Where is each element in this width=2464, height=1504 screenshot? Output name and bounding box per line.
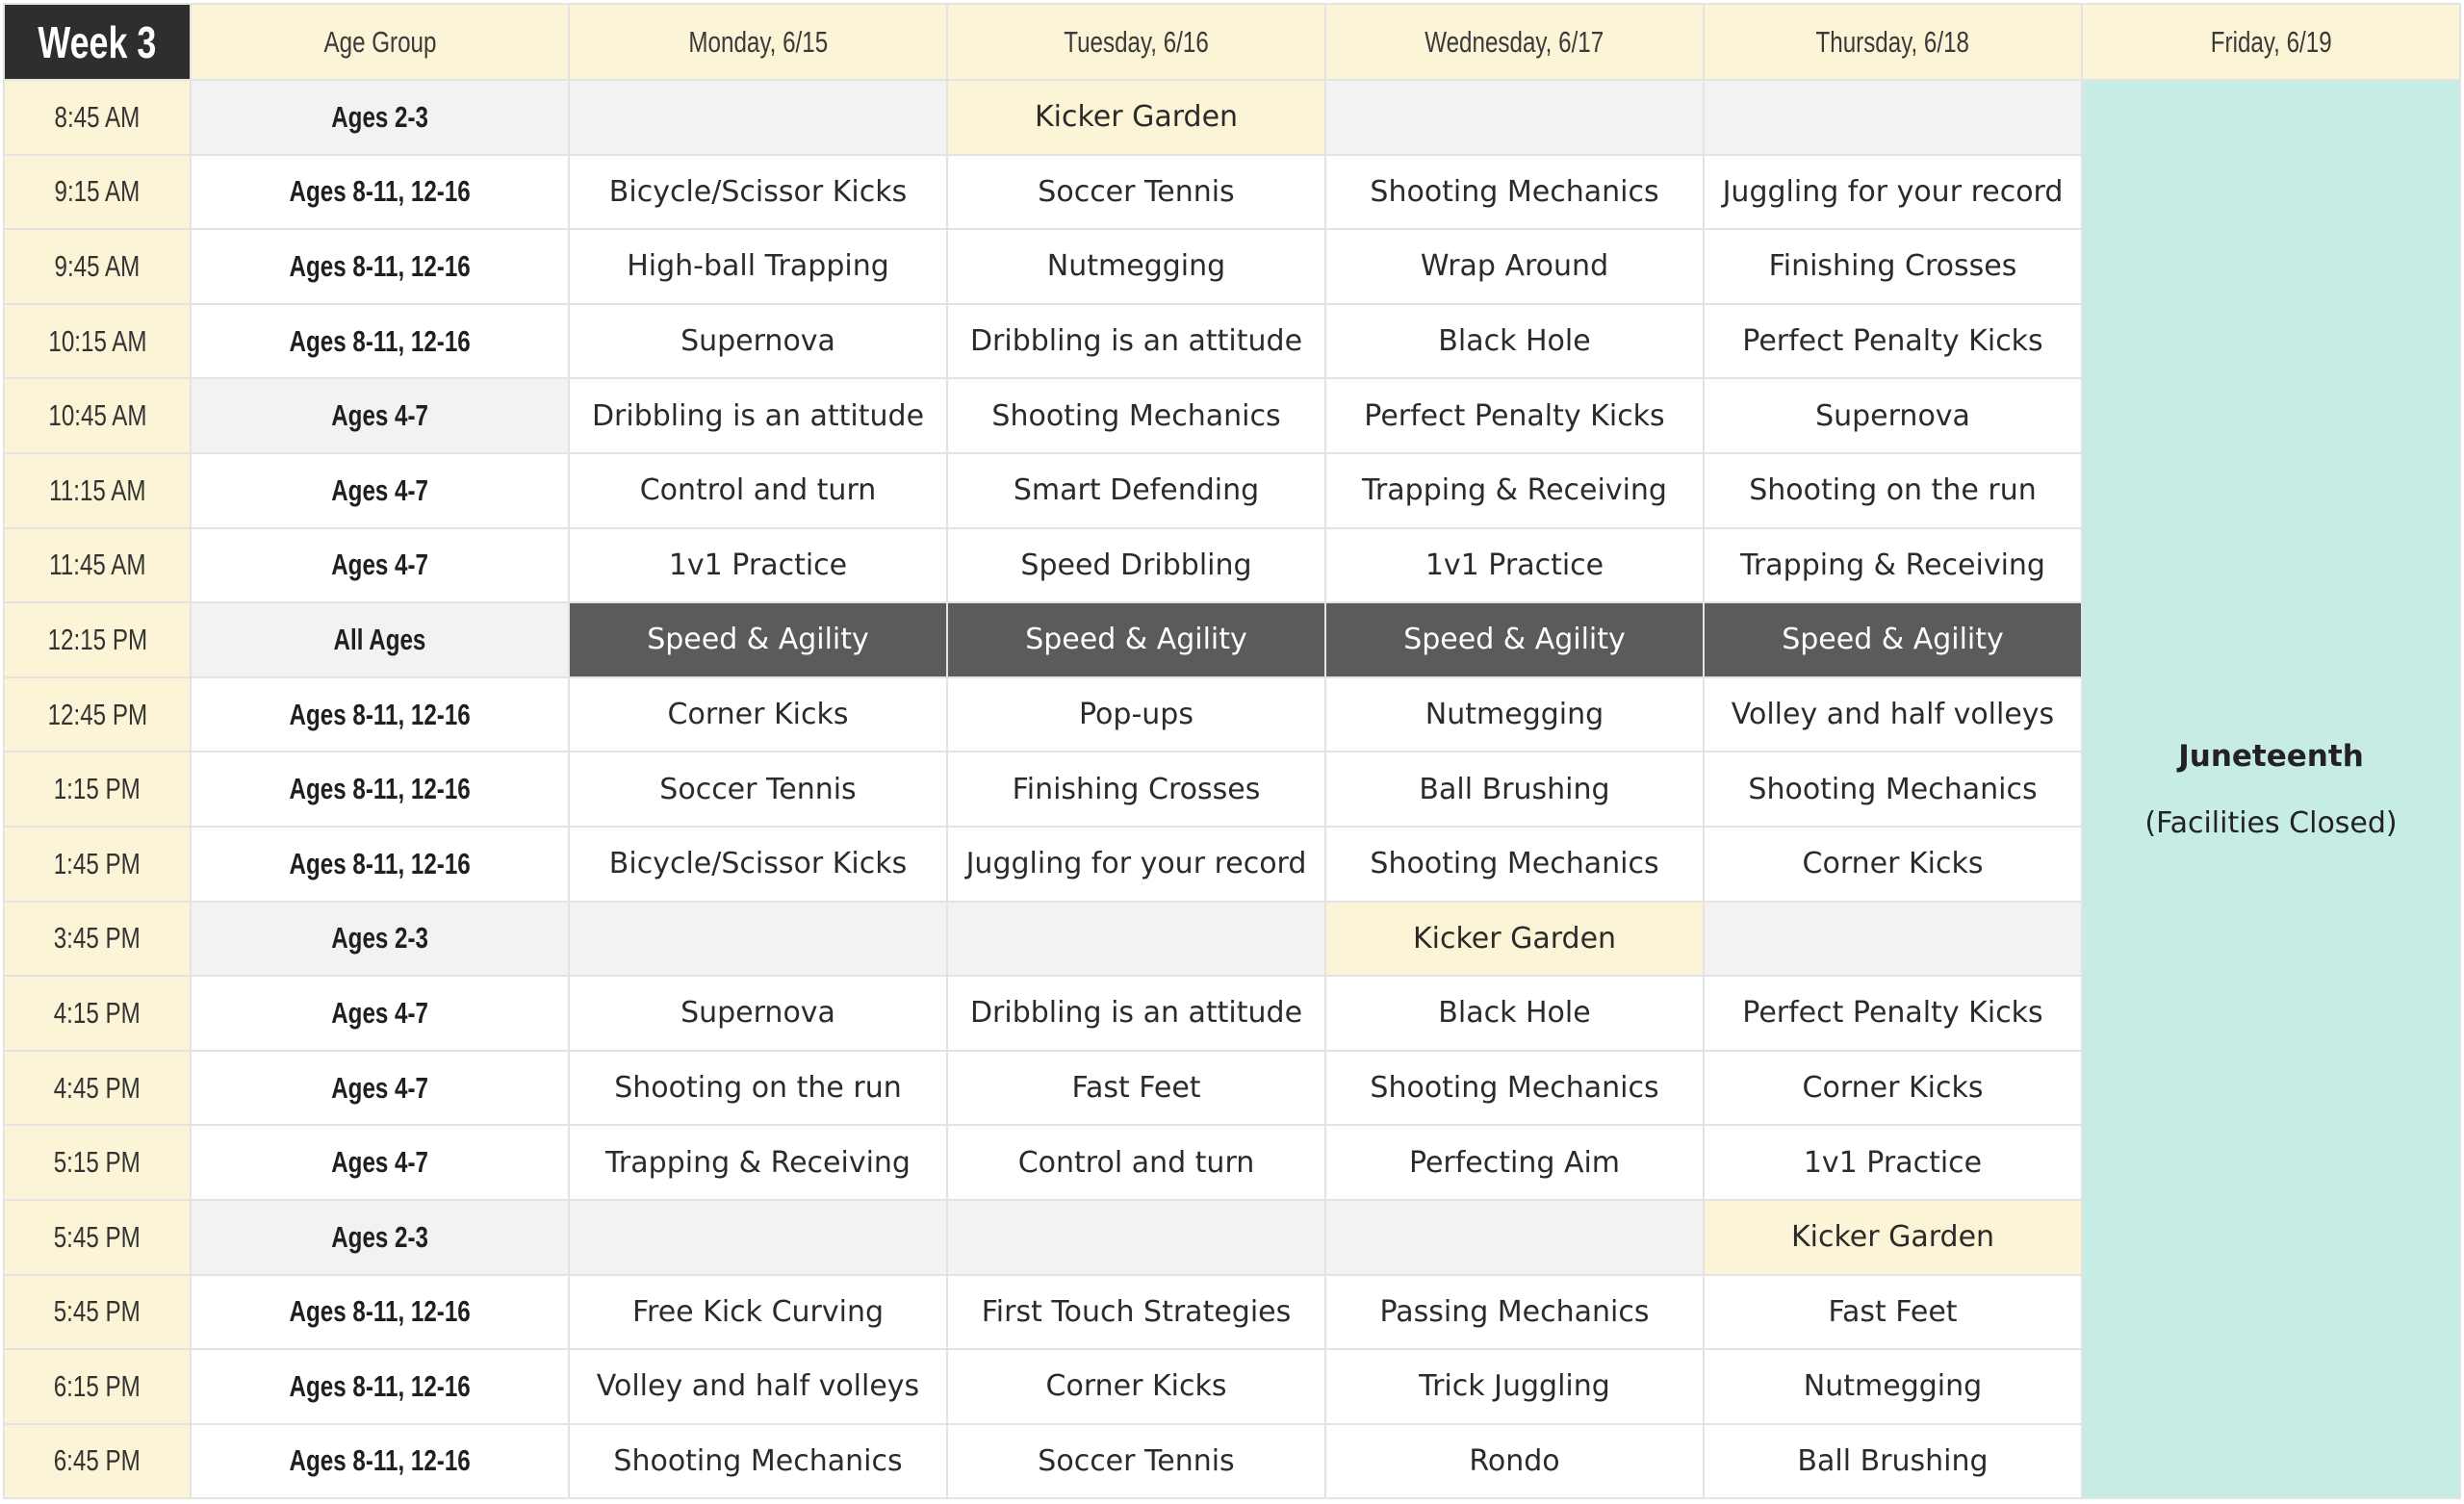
time-slot: 4:45 PM bbox=[4, 1051, 191, 1126]
day-header-monday: Monday, 6/15 bbox=[569, 4, 947, 80]
session-cell: Dribbling is an attitude bbox=[947, 976, 1325, 1051]
time-slot: 1:15 PM bbox=[4, 752, 191, 827]
time-slot: 5:45 PM bbox=[4, 1200, 191, 1275]
time-slot: 1:45 PM bbox=[4, 827, 191, 902]
empty-session bbox=[1325, 1200, 1704, 1275]
session-cell: Supernova bbox=[569, 976, 947, 1051]
session-cell: Shooting Mechanics bbox=[1325, 155, 1704, 230]
time-slot: 8:45 AM bbox=[4, 80, 191, 155]
time-slot: 3:45 PM bbox=[4, 902, 191, 977]
session-cell: Perfect Penalty Kicks bbox=[1704, 304, 2082, 379]
session-cell: Pop-ups bbox=[947, 677, 1325, 752]
session-cell: Shooting on the run bbox=[1704, 453, 2082, 528]
day-header-wednesday: Wednesday, 6/17 bbox=[1325, 4, 1704, 80]
age-group: Ages 2-3 bbox=[191, 902, 569, 977]
age-group: Ages 8-11, 12-16 bbox=[191, 1349, 569, 1424]
session-cell: Trapping & Receiving bbox=[569, 1125, 947, 1200]
session-cell: Perfect Penalty Kicks bbox=[1704, 976, 2082, 1051]
session-cell: Control and turn bbox=[947, 1125, 1325, 1200]
empty-session bbox=[947, 1200, 1325, 1275]
age-group: All Ages bbox=[191, 602, 569, 677]
session-cell: Control and turn bbox=[569, 453, 947, 528]
time-slot: 4:15 PM bbox=[4, 976, 191, 1051]
day-header-friday: Friday, 6/19 bbox=[2082, 4, 2460, 80]
schedule-table bbox=[3, 3, 2461, 1499]
session-cell: Trick Juggling bbox=[1325, 1349, 1704, 1424]
time-slot: 6:15 PM bbox=[4, 1349, 191, 1424]
session-cell: Kicker Garden bbox=[1325, 902, 1704, 977]
day-header-tuesday: Tuesday, 6/16 bbox=[947, 4, 1325, 80]
session-cell: First Touch Strategies bbox=[947, 1275, 1325, 1350]
time-slot: 12:45 PM bbox=[4, 677, 191, 752]
time-slot: 11:45 AM bbox=[4, 528, 191, 603]
age-group: Ages 4-7 bbox=[191, 528, 569, 603]
session-cell: Trapping & Receiving bbox=[1325, 453, 1704, 528]
session-cell: Speed & Agility bbox=[1704, 602, 2082, 677]
session-cell: Shooting Mechanics bbox=[1325, 827, 1704, 902]
age-group: Ages 4-7 bbox=[191, 1051, 569, 1126]
session-cell: Soccer Tennis bbox=[569, 752, 947, 827]
age-group: Ages 8-11, 12-16 bbox=[191, 827, 569, 902]
session-cell: Perfect Penalty Kicks bbox=[1325, 378, 1704, 453]
session-cell: Free Kick Curving bbox=[569, 1275, 947, 1350]
holiday-name: Juneteenth bbox=[2178, 738, 2364, 774]
time-slot: 11:15 AM bbox=[4, 453, 191, 528]
session-cell: Wrap Around bbox=[1325, 229, 1704, 304]
session-cell: Shooting on the run bbox=[569, 1051, 947, 1126]
time-slot: 9:15 AM bbox=[4, 155, 191, 230]
time-slot: 5:15 PM bbox=[4, 1125, 191, 1200]
age-group: Ages 4-7 bbox=[191, 976, 569, 1051]
age-group: Ages 8-11, 12-16 bbox=[191, 752, 569, 827]
age-group: Ages 8-11, 12-16 bbox=[191, 677, 569, 752]
empty-session bbox=[569, 80, 947, 155]
header-row bbox=[4, 4, 2460, 80]
session-cell: Ball Brushing bbox=[1704, 1424, 2082, 1499]
age-group: Ages 2-3 bbox=[191, 80, 569, 155]
session-cell: Dribbling is an attitude bbox=[569, 378, 947, 453]
session-cell: Nutmegging bbox=[1325, 677, 1704, 752]
session-cell: Finishing Crosses bbox=[947, 752, 1325, 827]
empty-session bbox=[947, 902, 1325, 977]
session-cell: Nutmegging bbox=[947, 229, 1325, 304]
session-cell: Kicker Garden bbox=[947, 80, 1325, 155]
age-group: Ages 8-11, 12-16 bbox=[191, 229, 569, 304]
age-group: Ages 2-3 bbox=[191, 1200, 569, 1275]
empty-session bbox=[1704, 902, 2082, 977]
age-group: Ages 4-7 bbox=[191, 378, 569, 453]
session-cell: Bicycle/Scissor Kicks bbox=[569, 155, 947, 230]
session-cell: 1v1 Practice bbox=[1325, 528, 1704, 603]
session-cell: Trapping & Receiving bbox=[1704, 528, 2082, 603]
session-cell: Black Hole bbox=[1325, 304, 1704, 379]
holiday-note: (Facilities Closed) bbox=[2144, 805, 2398, 840]
empty-session bbox=[569, 902, 947, 977]
time-slot: 10:15 AM bbox=[4, 304, 191, 379]
empty-session bbox=[1325, 80, 1704, 155]
age-group-header: Age Group bbox=[191, 4, 569, 80]
session-cell: Soccer Tennis bbox=[947, 1424, 1325, 1499]
age-group: Ages 8-11, 12-16 bbox=[191, 1275, 569, 1350]
week-title: Week 3 bbox=[4, 4, 191, 80]
session-cell: Dribbling is an attitude bbox=[947, 304, 1325, 379]
session-cell: Black Hole bbox=[1325, 976, 1704, 1051]
friday-holiday-cell bbox=[2082, 80, 2460, 1498]
session-cell: Shooting Mechanics bbox=[569, 1424, 947, 1499]
session-cell: Juggling for your record bbox=[1704, 155, 2082, 230]
time-slot: 5:45 PM bbox=[4, 1275, 191, 1350]
session-cell: Ball Brushing bbox=[1325, 752, 1704, 827]
time-slot: 12:15 PM bbox=[4, 602, 191, 677]
age-group: Ages 4-7 bbox=[191, 453, 569, 528]
session-cell: Fast Feet bbox=[947, 1051, 1325, 1126]
session-cell: Speed & Agility bbox=[569, 602, 947, 677]
session-cell: Bicycle/Scissor Kicks bbox=[569, 827, 947, 902]
empty-session bbox=[569, 1200, 947, 1275]
session-cell: 1v1 Practice bbox=[569, 528, 947, 603]
empty-session bbox=[1704, 80, 2082, 155]
session-cell: Rondo bbox=[1325, 1424, 1704, 1499]
time-slot: 6:45 PM bbox=[4, 1424, 191, 1499]
session-cell: Corner Kicks bbox=[569, 677, 947, 752]
session-cell: Volley and half volleys bbox=[569, 1349, 947, 1424]
session-cell: Supernova bbox=[569, 304, 947, 379]
session-cell: Soccer Tennis bbox=[947, 155, 1325, 230]
session-cell: Shooting Mechanics bbox=[1325, 1051, 1704, 1126]
session-cell: Supernova bbox=[1704, 378, 2082, 453]
session-cell: Corner Kicks bbox=[1704, 1051, 2082, 1126]
session-cell: Perfecting Aim bbox=[1325, 1125, 1704, 1200]
age-group: Ages 8-11, 12-16 bbox=[191, 304, 569, 379]
session-cell: 1v1 Practice bbox=[1704, 1125, 2082, 1200]
session-cell: Speed & Agility bbox=[1325, 602, 1704, 677]
session-cell: Corner Kicks bbox=[1704, 827, 2082, 902]
schedule-body bbox=[4, 80, 2460, 1498]
session-cell: Shooting Mechanics bbox=[1704, 752, 2082, 827]
day-header-thursday: Thursday, 6/18 bbox=[1704, 4, 2082, 80]
session-cell: Corner Kicks bbox=[947, 1349, 1325, 1424]
time-slot: 10:45 AM bbox=[4, 378, 191, 453]
session-cell: High-ball Trapping bbox=[569, 229, 947, 304]
table-row bbox=[4, 80, 2460, 155]
session-cell: Fast Feet bbox=[1704, 1275, 2082, 1350]
session-cell: Passing Mechanics bbox=[1325, 1275, 1704, 1350]
session-cell: Kicker Garden bbox=[1704, 1200, 2082, 1275]
session-cell: Volley and half volleys bbox=[1704, 677, 2082, 752]
time-slot: 9:45 AM bbox=[4, 229, 191, 304]
age-group: Ages 4-7 bbox=[191, 1125, 569, 1200]
session-cell: Juggling for your record bbox=[947, 827, 1325, 902]
session-cell: Nutmegging bbox=[1704, 1349, 2082, 1424]
session-cell: Speed Dribbling bbox=[947, 528, 1325, 603]
session-cell: Speed & Agility bbox=[947, 602, 1325, 677]
session-cell: Shooting Mechanics bbox=[947, 378, 1325, 453]
age-group: Ages 8-11, 12-16 bbox=[191, 1424, 569, 1499]
session-cell: Smart Defending bbox=[947, 453, 1325, 528]
session-cell: Finishing Crosses bbox=[1704, 229, 2082, 304]
age-group: Ages 8-11, 12-16 bbox=[191, 155, 569, 230]
